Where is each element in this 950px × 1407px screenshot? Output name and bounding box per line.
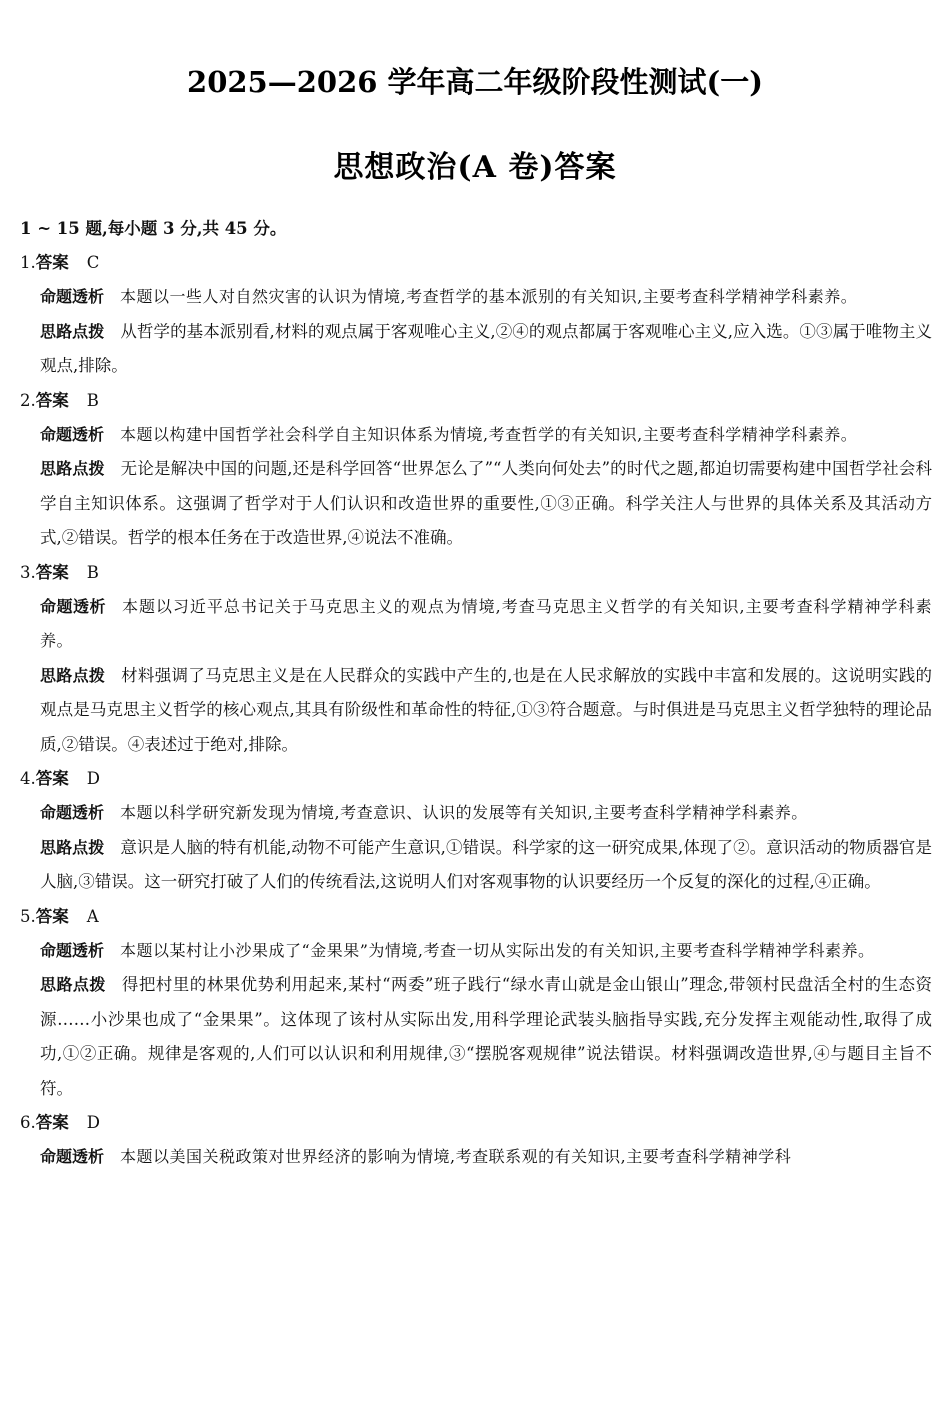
topic-text: 本题以一些人对自然灾害的认识为情境,考查哲学的基本派别的有关知识,主要考查科学精神学科素养。: [120, 287, 858, 306]
topic-label: 命题透析: [40, 424, 105, 444]
question-header: [20, 762, 932, 796]
topic-text: 本题以某村让小沙果成了“金果果”为情境,考查一切从实际出发的有关知识,主要考查科学精神学科素养。: [120, 940, 875, 960]
hint-label: 思路点拨: [40, 321, 105, 341]
topic-text: 本题以科学研究新发现为情境,考查意识、认识的发展等有关知识,主要考查科学精神学科素养。: [120, 803, 808, 822]
answer-label: 答案: [35, 769, 69, 788]
question-number: 3.: [20, 562, 36, 582]
topic-paragraph: [40, 1140, 932, 1175]
answer-label: 答案: [35, 1113, 69, 1132]
answer-label: 答案: [35, 906, 69, 926]
topic-label: 命题透析: [40, 940, 105, 960]
topic-text: 本题以美国关税政策对世界经济的影响为情境,考查联系观的有关知识,主要考查科学精神学科: [120, 1147, 792, 1166]
topic-paragraph: [40, 590, 932, 659]
hint-paragraph: [40, 831, 932, 900]
hint-label: 思路点拨: [40, 837, 105, 857]
hint-text: 得把村里的林果优势利用起来,某村“两委”班子践行“绿水青山就是金山银山”理念,带领村民盘活全村的生态资源……小沙果也成了“金果果”。这体现了该村从实际出发,用科学理论武装头脑指导实践,充分发挥主观能动性,取得了成功,①②正确。规律是客观的,人们可以认识和利用规律,③“摆脱客观规律”说法错误。材料强调改造世界,④与题目主旨不符。: [40, 975, 932, 1098]
question-header: [20, 556, 932, 590]
question-header: [20, 900, 932, 934]
answer-letter: B: [86, 562, 99, 582]
question-number: 5.: [20, 906, 36, 926]
question-number: 6.: [20, 1113, 36, 1132]
hint-label: 思路点拨: [40, 665, 106, 685]
hint-paragraph: [40, 452, 932, 556]
question-number: 4.: [20, 769, 36, 788]
topic-label: 命题透析: [40, 287, 105, 306]
question-2: [20, 384, 932, 556]
topic-label: 命题透析: [40, 1147, 105, 1166]
hint-text: 从哲学的基本派别看,材料的观点属于客观唯心主义,②④的观点都属于客观唯心主义,应入选。①③属于唯物主义观点,排除。: [40, 321, 932, 375]
answer-letter: D: [86, 1113, 100, 1132]
hint-label: 思路点拨: [40, 975, 106, 994]
answer-letter: C: [86, 253, 100, 272]
answer-label: 答案: [35, 562, 69, 582]
sub-title: 思想政治(A 卷)答案: [333, 150, 617, 185]
section-intro: 1 ~ 15 题,每小题 3 分,共 45 分。: [20, 219, 287, 238]
answer-label: 答案: [35, 253, 69, 272]
question-header: [20, 384, 932, 418]
answer-letter: A: [86, 906, 99, 926]
hint-label: 思路点拨: [40, 459, 105, 478]
question-number: 1.: [20, 253, 36, 272]
topic-text: 本题以构建中国哲学社会科学自主知识体系为情境,考查哲学的有关知识,主要考查科学精神学科素养。: [120, 424, 858, 444]
hint-text: 意识是人脑的特有机能,动物不可能产生意识,①错误。科学家的这一研究成果,体现了②。意识活动的物质器官是人脑,③错误。这一研究打破了人们的传统看法,这说明人们对客观事物的认识要经历一个反复的深化的过程,④正确。: [40, 837, 932, 891]
answer-letter: B: [86, 390, 99, 410]
question-number: 2.: [20, 390, 36, 410]
hint-paragraph: [40, 659, 932, 763]
hint-paragraph: [40, 315, 932, 384]
topic-label: 命题透析: [40, 803, 105, 822]
topic-paragraph: [40, 934, 932, 969]
topic-paragraph: [40, 796, 932, 831]
topic-text: 本题以习近平总书记关于马克思主义的观点为情境,考查马克思主义哲学的有关知识,主要考查科学精神学科素养。: [40, 596, 932, 650]
question-5: [20, 900, 932, 1107]
main-title: 2025—2026 学年高二年级阶段性测试(一): [187, 65, 763, 99]
question-1: [20, 246, 932, 384]
hint-text: 无论是解决中国的问题,还是科学回答“世界怎么了”“人类向何处去”的时代之题,都迫切需要构建中国哲学社会科学自主知识体系。这强调了哲学对于人们认识和改造世界的重要性,①③正确。科学关注人与世界的具体关系及其活动方式,②错误。哲学的根本任务在于改造世界,④说法不准确。: [40, 459, 932, 547]
answer-label: 答案: [35, 390, 69, 410]
question-4: [20, 762, 932, 900]
topic-label: 命题透析: [40, 596, 106, 616]
topic-paragraph: [40, 418, 932, 453]
answer-content: [20, 212, 932, 1175]
question-header: [20, 246, 932, 280]
question-3: [20, 556, 932, 763]
answer-letter: D: [86, 769, 100, 788]
question-6: [20, 1106, 932, 1175]
hint-paragraph: [40, 968, 932, 1106]
hint-text: 材料强调了马克思主义是在人民群众的实践中产生的,也是在人民求解放的实践中丰富和发展的。这说明实践的观点是马克思主义哲学的核心观点,其具有阶级性和革命性的特征,①③符合题意。与时俱进是马克思主义哲学独特的理论品质,②错误。④表述过于绝对,排除。: [40, 665, 932, 754]
topic-paragraph: [40, 280, 932, 315]
question-header: [20, 1106, 932, 1140]
